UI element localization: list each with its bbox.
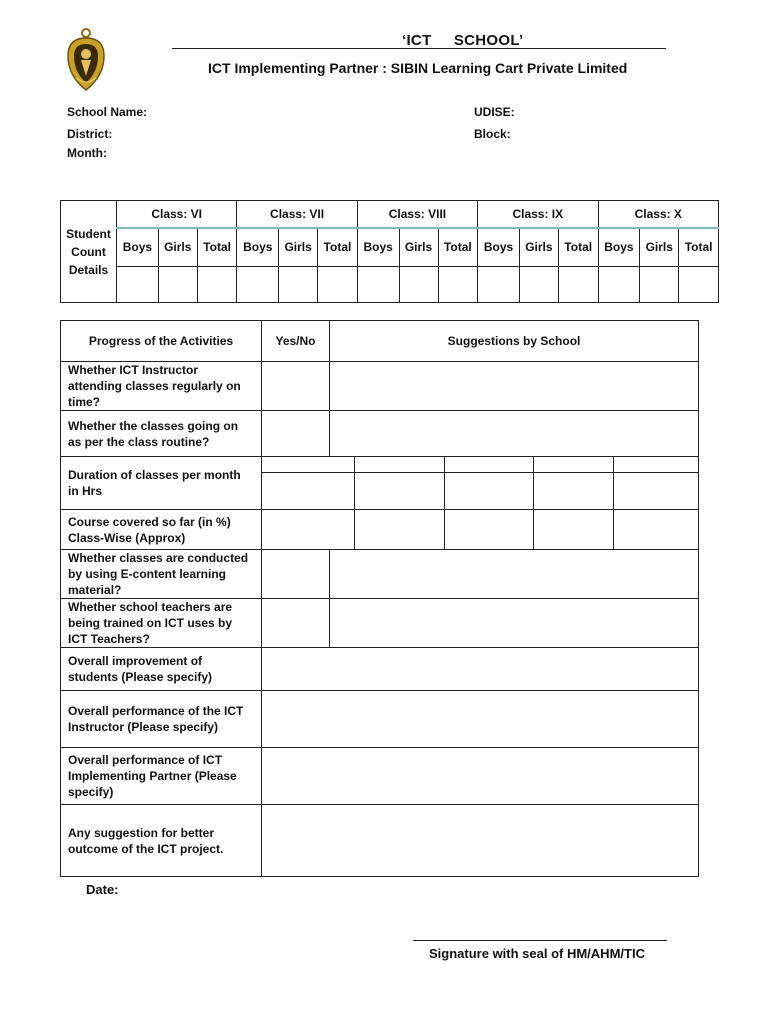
activity-label: Overall improvement of students (Please specify) [61, 648, 262, 691]
class-header: Class: VII [237, 201, 357, 229]
signature-line [413, 940, 667, 941]
course-covered-cell[interactable] [262, 510, 355, 550]
activity-label: Whether the classes going on as per the class routine? [61, 411, 262, 457]
duration-cell[interactable] [355, 457, 445, 473]
total-header: Total [558, 228, 598, 266]
yes-no-cell[interactable] [262, 599, 330, 648]
activity-label: Overall performance of the ICT Instructor (Please specify) [61, 691, 262, 748]
duration-cell[interactable] [534, 457, 614, 473]
girls-header: Girls [640, 228, 679, 266]
udise-label: UDISE: [474, 105, 515, 119]
total-header: Total [318, 228, 358, 266]
count-cell[interactable] [640, 266, 679, 302]
count-cell[interactable] [598, 266, 640, 302]
duration-cell[interactable] [445, 473, 534, 510]
count-cell[interactable] [679, 266, 719, 302]
duration-cell[interactable] [262, 457, 355, 473]
girls-header: Girls [399, 228, 438, 266]
course-covered-cell[interactable] [355, 510, 445, 550]
duration-cell[interactable] [355, 473, 445, 510]
girls-header: Girls [158, 228, 197, 266]
course-covered-cell[interactable] [534, 510, 614, 550]
activity-header: Progress of the Activities [61, 321, 262, 362]
signature-label: Signature with seal of HM/AHM/TIC [429, 946, 645, 961]
duration-cell[interactable] [445, 457, 534, 473]
count-cell[interactable] [117, 266, 159, 302]
count-cell[interactable] [357, 266, 399, 302]
course-covered-cell[interactable] [445, 510, 534, 550]
duration-cell[interactable] [534, 473, 614, 510]
specify-cell[interactable] [262, 648, 699, 691]
count-cell[interactable] [158, 266, 197, 302]
suggestion-cell[interactable] [330, 550, 699, 599]
girls-header: Girls [519, 228, 558, 266]
boys-header: Boys [357, 228, 399, 266]
activity-label: Any suggestion for better outcome of the ICT project. [61, 805, 262, 877]
course-covered-cell[interactable] [614, 510, 699, 550]
yes-no-header: Yes/No [262, 321, 330, 362]
count-cell[interactable] [197, 266, 237, 302]
partner-line: ICT Implementing Partner : SIBIN Learning Cart Private Limited [208, 60, 628, 76]
suggestion-cell[interactable] [330, 411, 699, 457]
count-cell[interactable] [478, 266, 520, 302]
count-cell[interactable] [279, 266, 318, 302]
month-label: Month: [67, 146, 107, 160]
duration-cell[interactable] [262, 473, 355, 510]
class-header: Class: VI [117, 201, 237, 229]
duration-cell[interactable] [614, 457, 699, 473]
count-cell[interactable] [237, 266, 279, 302]
yes-no-cell[interactable] [262, 362, 330, 411]
total-header: Total [197, 228, 237, 266]
emblem-icon [60, 26, 112, 96]
activity-label: Overall performance of ICT Implementing Partner (Please specify) [61, 748, 262, 805]
count-cell[interactable] [519, 266, 558, 302]
count-cell[interactable] [399, 266, 438, 302]
boys-header: Boys [598, 228, 640, 266]
duration-cell[interactable] [614, 473, 699, 510]
progress-table [60, 320, 699, 877]
activity-label: Course covered so far (in %) Class-Wise (Approx) [61, 510, 262, 550]
class-header: Class: VIII [357, 201, 477, 229]
suggestions-header: Suggestions by School [330, 321, 699, 362]
activity-label: Whether classes are conducted by using E-content learning material? [61, 550, 262, 599]
suggestion-cell[interactable] [330, 599, 699, 648]
district-label: District: [67, 127, 113, 141]
count-cell[interactable] [558, 266, 598, 302]
girls-header: Girls [279, 228, 318, 266]
boys-header: Boys [237, 228, 279, 266]
activity-label: Whether ICT Instructor attending classes regularly on time? [61, 362, 262, 411]
total-header: Total [438, 228, 478, 266]
activity-label: Duration of classes per month in Hrs [61, 457, 262, 510]
class-header: Class: X [598, 201, 719, 229]
school-name-label: School Name: [67, 105, 148, 119]
count-cell[interactable] [438, 266, 478, 302]
boys-header: Boys [117, 228, 159, 266]
yes-no-cell[interactable] [262, 550, 330, 599]
date-label: Date: [86, 882, 119, 897]
specify-cell[interactable] [262, 805, 699, 877]
specify-cell[interactable] [262, 691, 699, 748]
activity-label: Whether school teachers are being trained on ICT uses by ICT Teachers? [61, 599, 262, 648]
specify-cell[interactable] [262, 748, 699, 805]
count-cell[interactable] [318, 266, 358, 302]
title-underline [172, 48, 666, 49]
student-count-table [60, 200, 719, 303]
form-title: ‘ICT SCHOOL’ [402, 32, 524, 49]
boys-header: Boys [478, 228, 520, 266]
block-label: Block: [474, 127, 511, 141]
total-header: Total [679, 228, 719, 266]
suggestion-cell[interactable] [330, 362, 699, 411]
student-count-label: Student Count Details [61, 201, 117, 303]
class-header: Class: IX [478, 201, 598, 229]
yes-no-cell[interactable] [262, 411, 330, 457]
